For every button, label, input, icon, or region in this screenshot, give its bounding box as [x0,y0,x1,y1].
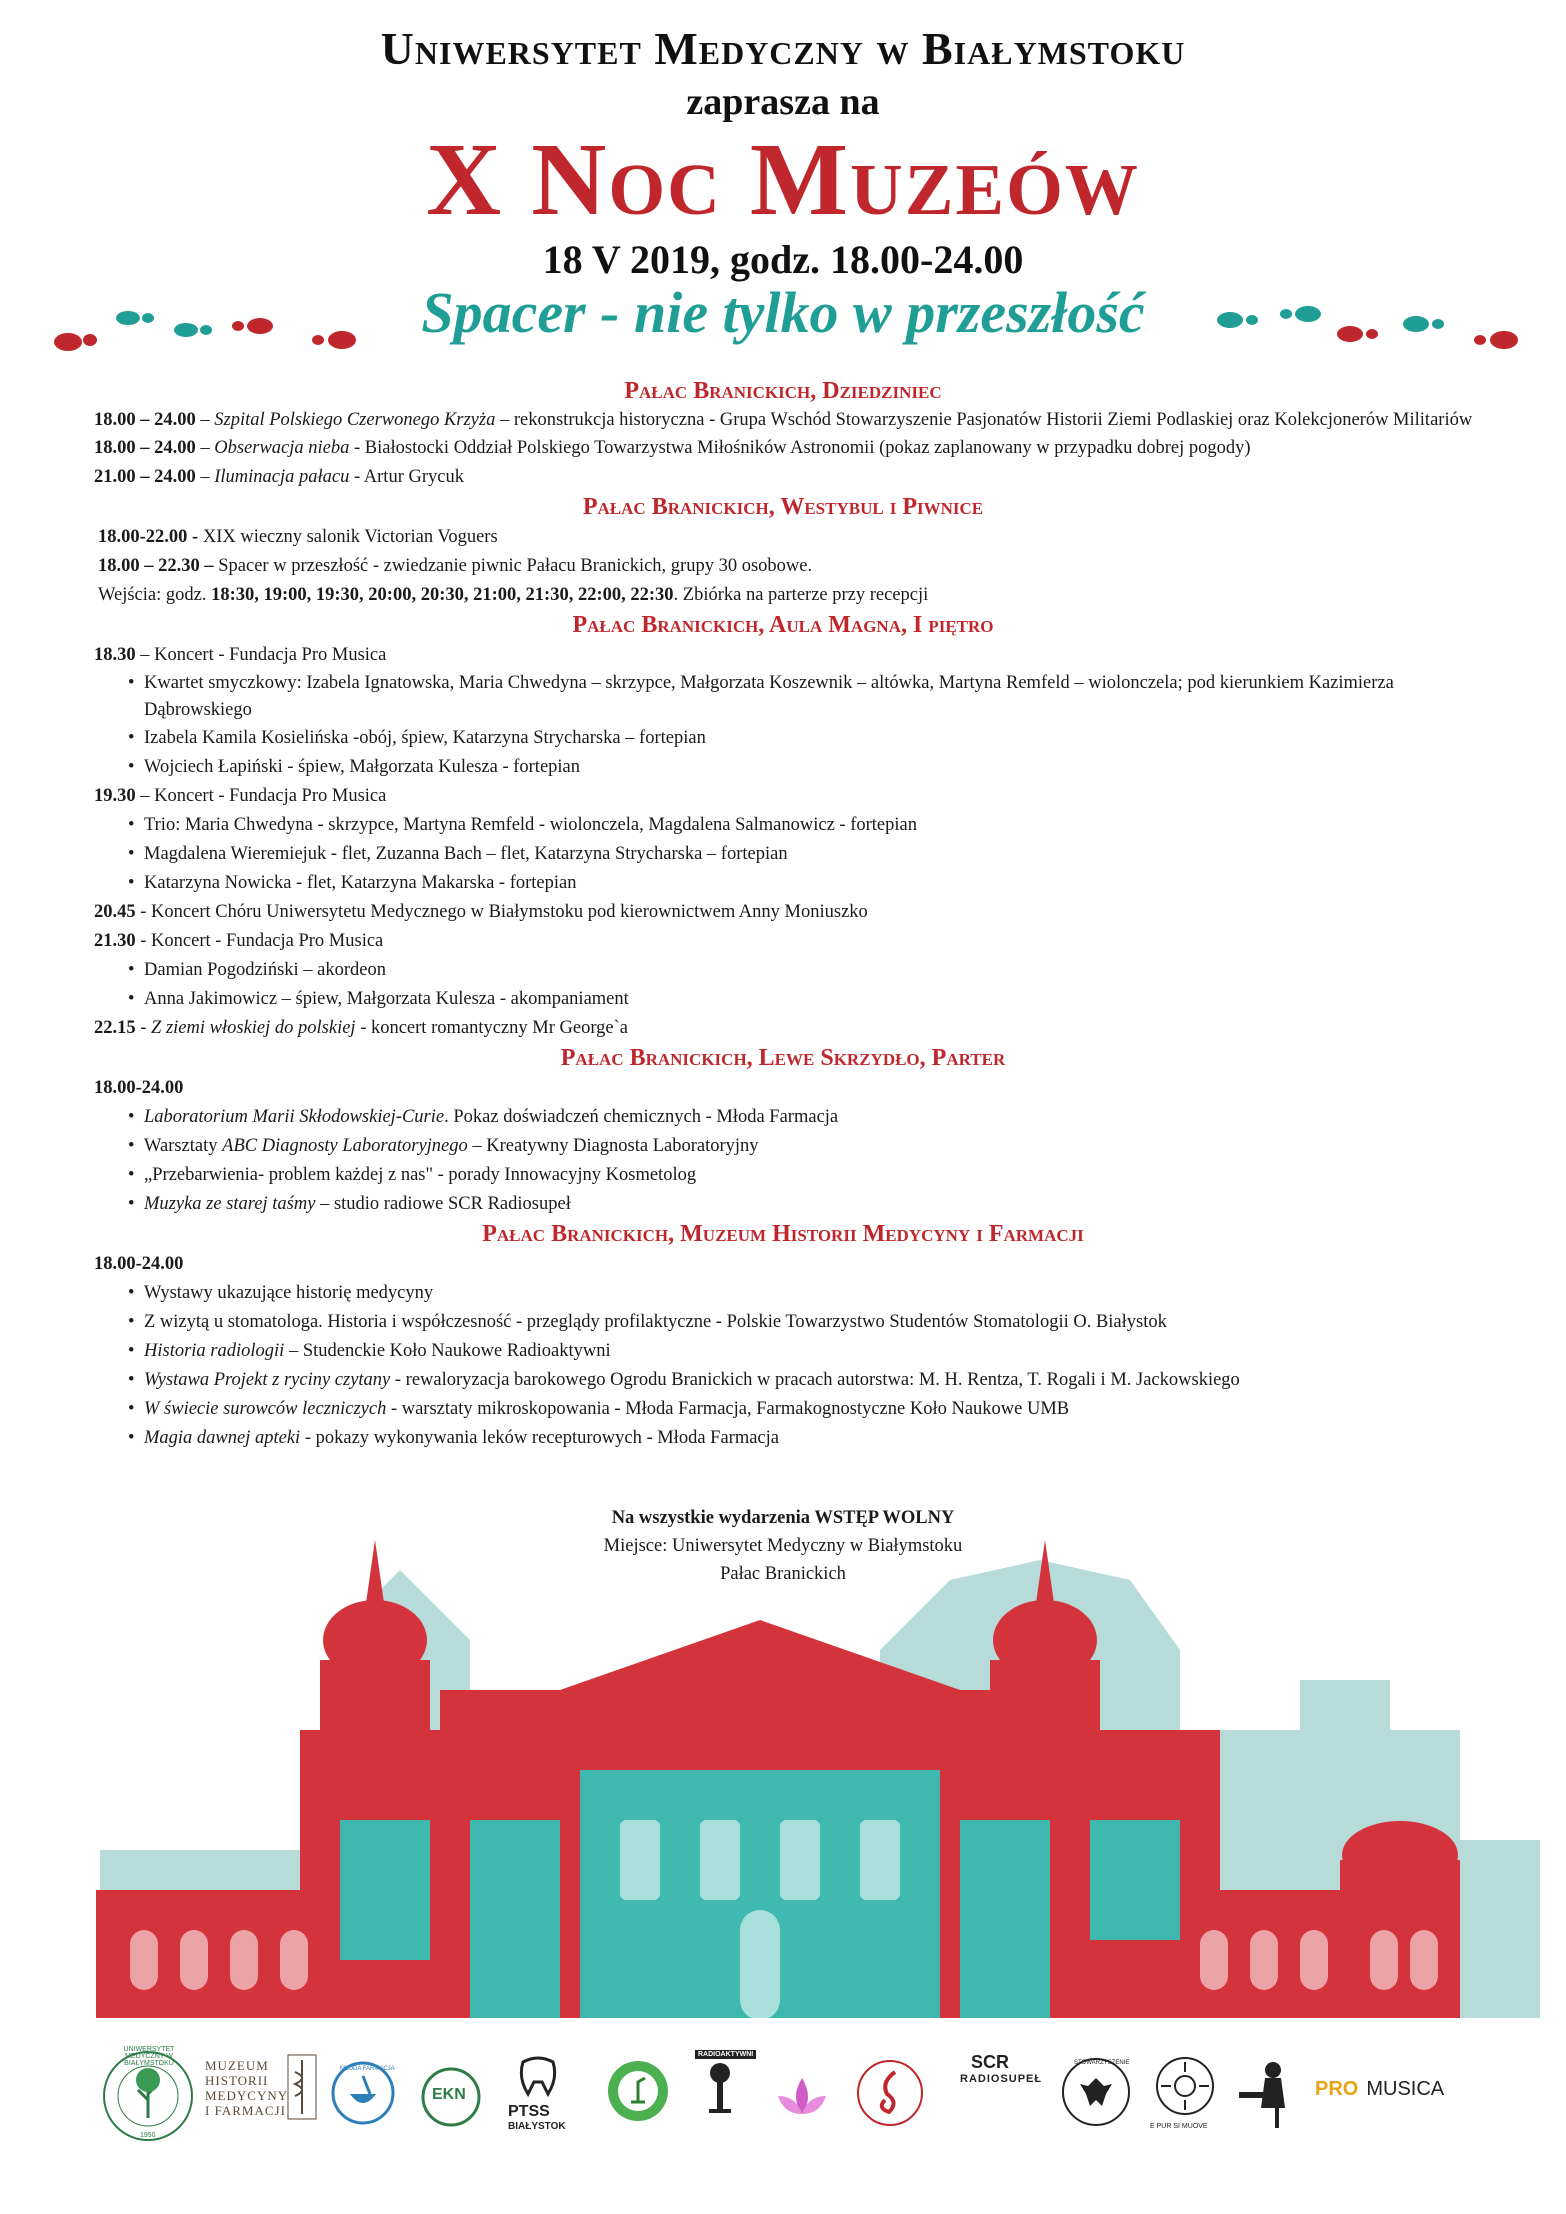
scr-radiosupel-logo[interactable]: SCR RADIOSUPEŁ [960,2052,1043,2085]
event-motto: Spacer - nie tylko w przeszłość [421,280,1145,345]
diagnostyka-logo[interactable] [605,2058,671,2129]
choir-logo[interactable] [855,2058,925,2133]
list-item: • Wojciech Łapiński - śpiew, Małgorzata Kulesza - fortepian [0,753,1566,782]
list-item: • Anna Jakimowicz – śpiew, Małgorzata Kulesza - akompaniament [0,985,1566,1014]
list-item: • Kwartet smyczkowy: Izabela Ignatowska, Maria Chwedyna – skrzypce, Małgorzata Koszewnik – altówka, Martyna Remfeld – wiolonczela; pod kierunkiem Kazimierza Dąbrowskiego [0,670,1438,724]
george-logo[interactable] [1235,2058,1295,2135]
ptss-logo[interactable]: PTSS BIAŁYSTOK [508,2054,568,2132]
radiation-icon [695,2059,745,2115]
stowarzyszenie-logo[interactable]: STOWARZYSZENIE [1060,2056,1132,2133]
program-line: 19.30 – Koncert - Fundacja Pro Musica [94,786,387,806]
list-item: • Laboratorium Marii Skłodowskiej-Curie. Pokaz doświadczeń chemicznych - Młoda Farmacja [0,1103,1566,1132]
program-line: 21.00 – 24.00 – Iluminacja pałacu - Artur Grycuk [94,467,464,487]
list-item: • W świecie surowców leczniczych - warsztaty mikroskopowania - Młoda Farmacja, Farmakognostyczne Koło Naukowe UMB [0,1395,1566,1424]
event-title: X Noc Muzeów [426,122,1140,237]
list-item: • Wystawy ukazujące historię medycyny [0,1279,1566,1308]
caduceus-icon [287,2054,317,2120]
astronomy-logo[interactable]: E PUR SI MUOVE [1150,2054,1220,2130]
kosmetolog-logo[interactable] [770,2070,834,2125]
umb-logo[interactable]: UNIWERSYTET MEDYCZNY W BIAŁYMSTOKU 1950 [100,2048,196,2149]
radioaktywni-logo[interactable]: RADIOAKTYWNI [695,2050,756,2120]
list-item: • Muzyka ze starej taśmy – studio radiowe SCR Radiosupeł [0,1190,1566,1219]
program-line: 18.00-24.00 [94,1254,184,1274]
section-heading: Pałac Branickich, Westybul i Piwnice [582,494,984,520]
section-heading: Pałac Branickich, Lewe Skrzydło, Parter [560,1045,1006,1071]
program-line: 18.30 – Koncert - Fundacja Pro Musica [94,645,387,665]
list-item: • Trio: Maria Chwedyna - skrzypce, Martyna Remfeld - wiolonczela, Magdalena Salmanowicz - fortepian [0,811,1566,840]
list-item: • „Przebarwienia- problem każdej z nas" - porady Innowacyjny Kosmetolog [0,1161,1566,1190]
program-line: Wejścia: godz. 18:30, 19:00, 19:30, 20:00, 20:30, 21:00, 21:30, 22:00, 22:30. Zbiórka na parterze przy recepcji [98,585,929,605]
museum-logo[interactable]: MUZEUM HISTORII MEDYCYNY I FARMACJI [205,2058,288,2118]
program-line: 18.00-22.00 - XIX wieczny salonik Victorian Voguers [98,527,498,547]
program [0,376,1566,1453]
list-item: • Magdalena Wieremiejuk - flet, Zuzanna Bach – flet, Katarzyna Strycharska – fortepian [0,840,1566,869]
university-title: Uniwersytet Medyczny w Białymstoku [380,23,1186,74]
list-item: • Historia radiologii – Studenckie Koło Naukowe Radioaktywni [0,1337,1566,1366]
program-line: 22.15 - Z ziemi włoskiej do polskiej - koncert romantyczny Mr George`a [94,1018,628,1038]
list-item: • Damian Pogodziński – akordeon [0,956,1566,985]
mloda-farmacja-logo[interactable]: MŁODA FARMACJA [330,2060,396,2131]
footprints-right-icon [1190,290,1530,370]
list-item: • Z wizytą u stomatologa. Historia i współczesność - przeglądy profilaktyczne - Polskie Towarzystwo Studentów Stomatologii O. Białystok [0,1308,1566,1337]
microscope-icon [605,2058,671,2124]
eagle-icon [1060,2056,1132,2128]
ekn-logo[interactable]: EKN [420,2066,482,2133]
partner-logos [0,2018,1566,2214]
pro-musica-logo[interactable]: PRO MUSICA [1315,2078,1445,2100]
program-line: 18.00-24.00 [94,1078,184,1098]
list-item: • Izabela Kamila Kosielińska -obój, śpiew, Katarzyna Strycharska – fortepian [0,724,1566,753]
list-item: • Katarzyna Nowicka - flet, Katarzyna Makarska - fortepian [0,869,1566,898]
lotus-icon [770,2070,834,2120]
section-heading: Pałac Branickich, Muzeum Historii Medycyny i Farmacji [482,1221,1084,1247]
sun-icon [1150,2054,1220,2118]
free-entry-text: Na wszystkie wydarzenia WSTĘP WOLNY [611,1508,955,1528]
list-item: • Wystawa Projekt z ryciny czytany - rewaloryzacja barokowego Ogrodu Branickich w pracach autorstwa: M. H. Rentza, T. Rogali i M. Jackowskiego [0,1366,1566,1395]
section-heading: Pałac Branickich, Dziedziniec [624,378,942,404]
palace-illustration [0,1520,1566,2020]
treble-clef-icon [855,2058,925,2128]
place-text: Miejsce: Uniwersytet Medyczny w Białymstoku [603,1536,963,1556]
invite-text: zaprasza na [686,81,880,123]
section-heading: Pałac Branickich, Aula Magna, I piętro [572,612,994,638]
list-item: • Magia dawnej apteki - pokazy wykonywania leków recepturowych - Młoda Farmacja [0,1424,1566,1453]
list-item: • Warsztaty ABC Diagnosty Laboratoryjnego – Kreatywny Diagnosta Laboratoryjny [0,1132,1566,1161]
tooth-icon [508,2054,568,2098]
program-line: 18.00 – 22.30 – Spacer w przeszłość - zwiedzanie piwnic Pałacu Branickich, grupy 30 osobowe. [98,556,813,576]
program-line: 20.45 - Koncert Chóru Uniwersytetu Medycznego w Białymstoku pod kierownictwem Anny Moniuszko [94,902,868,922]
closing-info [0,1504,1566,1588]
footprints-left-icon [38,290,378,370]
program-line: 18.00 – 24.00 – Szpital Polskiego Czerwonego Krzyża – rekonstrukcja historyczna - Grupa Wschód Stowarzyszenie Pasjonatów Historii Ziemi Podlaskiej oraz Kolekcjonerów Militariów [94,410,1473,430]
event-date: 18 V 2019, godz. 18.00-24.00 [542,237,1024,282]
program-line: 18.00 – 24.00 – Obserwacja nieba - Białostocki Oddział Polskiego Towarzystwa Miłośników Astronomii (pokaz zaplanowany w przypadku dobrej pogody) [94,438,1251,458]
program-line: 21.30 - Koncert - Fundacja Pro Musica [94,931,384,951]
venue-text: Pałac Branickich [720,1564,846,1584]
piano-icon [1235,2058,1295,2130]
